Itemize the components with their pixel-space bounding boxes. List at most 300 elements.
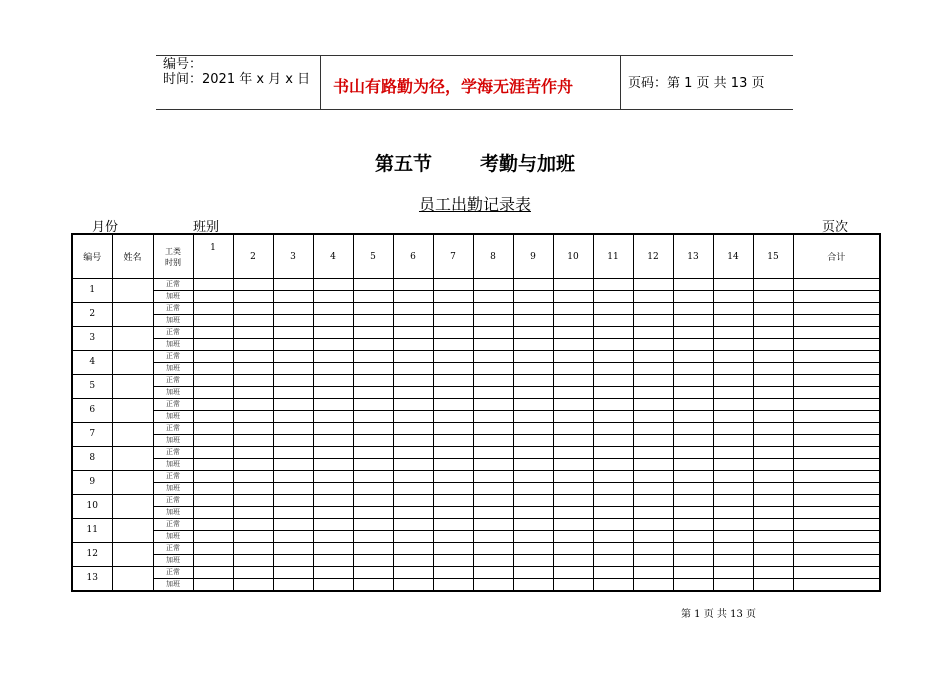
day-cell[interactable]	[233, 543, 273, 555]
day-cell[interactable]	[313, 447, 353, 459]
day-cell[interactable]	[393, 447, 433, 459]
day-cell[interactable]	[193, 579, 233, 592]
day-cell[interactable]	[433, 411, 473, 423]
day-cell[interactable]	[513, 483, 553, 495]
day-cell[interactable]	[353, 555, 393, 567]
day-cell[interactable]	[393, 579, 433, 592]
day-cell[interactable]	[473, 447, 513, 459]
day-cell[interactable]	[433, 447, 473, 459]
day-cell[interactable]	[193, 303, 233, 315]
day-cell[interactable]	[553, 531, 593, 543]
day-cell[interactable]	[753, 531, 793, 543]
day-cell[interactable]	[273, 411, 313, 423]
day-cell[interactable]	[193, 315, 233, 327]
day-cell[interactable]	[433, 351, 473, 363]
day-cell[interactable]	[553, 363, 593, 375]
day-cell[interactable]	[193, 387, 233, 399]
day-cell[interactable]	[593, 495, 633, 507]
day-cell[interactable]	[633, 327, 673, 339]
total-cell[interactable]	[793, 567, 880, 579]
day-cell[interactable]	[393, 483, 433, 495]
day-cell[interactable]	[753, 423, 793, 435]
day-cell[interactable]	[193, 435, 233, 447]
day-cell[interactable]	[713, 351, 753, 363]
day-cell[interactable]	[193, 279, 233, 291]
day-cell[interactable]	[753, 507, 793, 519]
day-cell[interactable]	[193, 399, 233, 411]
day-cell[interactable]	[593, 507, 633, 519]
day-cell[interactable]	[633, 279, 673, 291]
total-cell[interactable]	[793, 531, 880, 543]
day-cell[interactable]	[353, 399, 393, 411]
employee-name-cell[interactable]	[112, 279, 153, 303]
day-cell[interactable]	[673, 447, 713, 459]
day-cell[interactable]	[593, 471, 633, 483]
day-cell[interactable]	[513, 459, 553, 471]
day-cell[interactable]	[633, 435, 673, 447]
day-cell[interactable]	[313, 483, 353, 495]
day-cell[interactable]	[713, 483, 753, 495]
day-cell[interactable]	[513, 339, 553, 351]
day-cell[interactable]	[633, 471, 673, 483]
day-cell[interactable]	[593, 543, 633, 555]
day-cell[interactable]	[353, 351, 393, 363]
total-cell[interactable]	[793, 375, 880, 387]
day-cell[interactable]	[713, 387, 753, 399]
day-cell[interactable]	[633, 447, 673, 459]
day-cell[interactable]	[313, 303, 353, 315]
day-cell[interactable]	[233, 435, 273, 447]
day-cell[interactable]	[633, 375, 673, 387]
day-cell[interactable]	[633, 507, 673, 519]
total-cell[interactable]	[793, 411, 880, 423]
day-cell[interactable]	[593, 459, 633, 471]
day-cell[interactable]	[753, 339, 793, 351]
day-cell[interactable]	[433, 327, 473, 339]
day-cell[interactable]	[513, 579, 553, 592]
day-cell[interactable]	[673, 483, 713, 495]
day-cell[interactable]	[193, 375, 233, 387]
day-cell[interactable]	[353, 447, 393, 459]
day-cell[interactable]	[233, 315, 273, 327]
day-cell[interactable]	[233, 375, 273, 387]
day-cell[interactable]	[393, 399, 433, 411]
day-cell[interactable]	[473, 543, 513, 555]
day-cell[interactable]	[353, 483, 393, 495]
day-cell[interactable]	[233, 411, 273, 423]
day-cell[interactable]	[513, 315, 553, 327]
total-cell[interactable]	[793, 387, 880, 399]
day-cell[interactable]	[393, 435, 433, 447]
day-cell[interactable]	[713, 555, 753, 567]
day-cell[interactable]	[713, 363, 753, 375]
day-cell[interactable]	[593, 303, 633, 315]
day-cell[interactable]	[713, 435, 753, 447]
day-cell[interactable]	[473, 567, 513, 579]
day-cell[interactable]	[393, 375, 433, 387]
day-cell[interactable]	[273, 423, 313, 435]
day-cell[interactable]	[553, 555, 593, 567]
day-cell[interactable]	[753, 459, 793, 471]
day-cell[interactable]	[393, 555, 433, 567]
day-cell[interactable]	[633, 411, 673, 423]
day-cell[interactable]	[393, 411, 433, 423]
day-cell[interactable]	[313, 411, 353, 423]
day-cell[interactable]	[593, 387, 633, 399]
day-cell[interactable]	[193, 483, 233, 495]
day-cell[interactable]	[433, 459, 473, 471]
day-cell[interactable]	[473, 579, 513, 592]
day-cell[interactable]	[593, 327, 633, 339]
day-cell[interactable]	[233, 447, 273, 459]
day-cell[interactable]	[713, 291, 753, 303]
day-cell[interactable]	[553, 567, 593, 579]
day-cell[interactable]	[593, 423, 633, 435]
day-cell[interactable]	[313, 363, 353, 375]
day-cell[interactable]	[193, 519, 233, 531]
day-cell[interactable]	[553, 303, 593, 315]
day-cell[interactable]	[713, 279, 753, 291]
day-cell[interactable]	[433, 495, 473, 507]
day-cell[interactable]	[753, 375, 793, 387]
day-cell[interactable]	[433, 363, 473, 375]
day-cell[interactable]	[553, 315, 593, 327]
day-cell[interactable]	[633, 315, 673, 327]
day-cell[interactable]	[633, 579, 673, 592]
day-cell[interactable]	[233, 471, 273, 483]
day-cell[interactable]	[513, 519, 553, 531]
day-cell[interactable]	[273, 507, 313, 519]
day-cell[interactable]	[353, 435, 393, 447]
total-cell[interactable]	[793, 279, 880, 291]
day-cell[interactable]	[673, 363, 713, 375]
total-cell[interactable]	[793, 507, 880, 519]
day-cell[interactable]	[393, 519, 433, 531]
day-cell[interactable]	[713, 543, 753, 555]
total-cell[interactable]	[793, 423, 880, 435]
day-cell[interactable]	[633, 543, 673, 555]
day-cell[interactable]	[713, 579, 753, 592]
day-cell[interactable]	[593, 483, 633, 495]
day-cell[interactable]	[553, 519, 593, 531]
day-cell[interactable]	[713, 507, 753, 519]
day-cell[interactable]	[753, 303, 793, 315]
day-cell[interactable]	[233, 519, 273, 531]
day-cell[interactable]	[273, 567, 313, 579]
day-cell[interactable]	[393, 351, 433, 363]
day-cell[interactable]	[233, 507, 273, 519]
day-cell[interactable]	[193, 471, 233, 483]
day-cell[interactable]	[433, 507, 473, 519]
day-cell[interactable]	[193, 363, 233, 375]
day-cell[interactable]	[313, 435, 353, 447]
day-cell[interactable]	[593, 447, 633, 459]
day-cell[interactable]	[753, 291, 793, 303]
day-cell[interactable]	[593, 339, 633, 351]
day-cell[interactable]	[273, 579, 313, 592]
day-cell[interactable]	[353, 375, 393, 387]
total-cell[interactable]	[793, 363, 880, 375]
day-cell[interactable]	[193, 555, 233, 567]
day-cell[interactable]	[673, 279, 713, 291]
day-cell[interactable]	[713, 399, 753, 411]
day-cell[interactable]	[633, 291, 673, 303]
day-cell[interactable]	[193, 459, 233, 471]
day-cell[interactable]	[393, 543, 433, 555]
day-cell[interactable]	[313, 519, 353, 531]
day-cell[interactable]	[393, 459, 433, 471]
day-cell[interactable]	[553, 483, 593, 495]
day-cell[interactable]	[553, 579, 593, 592]
day-cell[interactable]	[353, 411, 393, 423]
day-cell[interactable]	[553, 435, 593, 447]
employee-name-cell[interactable]	[112, 471, 153, 495]
day-cell[interactable]	[593, 435, 633, 447]
day-cell[interactable]	[473, 315, 513, 327]
day-cell[interactable]	[633, 567, 673, 579]
day-cell[interactable]	[433, 483, 473, 495]
day-cell[interactable]	[233, 579, 273, 592]
day-cell[interactable]	[673, 567, 713, 579]
day-cell[interactable]	[233, 399, 273, 411]
employee-name-cell[interactable]	[112, 447, 153, 471]
total-cell[interactable]	[793, 579, 880, 592]
day-cell[interactable]	[553, 351, 593, 363]
day-cell[interactable]	[393, 567, 433, 579]
day-cell[interactable]	[673, 531, 713, 543]
day-cell[interactable]	[273, 387, 313, 399]
day-cell[interactable]	[313, 567, 353, 579]
day-cell[interactable]	[393, 279, 433, 291]
day-cell[interactable]	[513, 471, 553, 483]
day-cell[interactable]	[313, 387, 353, 399]
day-cell[interactable]	[633, 519, 673, 531]
day-cell[interactable]	[233, 327, 273, 339]
day-cell[interactable]	[353, 579, 393, 592]
employee-name-cell[interactable]	[112, 399, 153, 423]
day-cell[interactable]	[273, 483, 313, 495]
day-cell[interactable]	[513, 363, 553, 375]
day-cell[interactable]	[313, 531, 353, 543]
day-cell[interactable]	[633, 531, 673, 543]
day-cell[interactable]	[393, 327, 433, 339]
day-cell[interactable]	[473, 423, 513, 435]
day-cell[interactable]	[513, 423, 553, 435]
day-cell[interactable]	[313, 399, 353, 411]
day-cell[interactable]	[473, 471, 513, 483]
day-cell[interactable]	[233, 531, 273, 543]
day-cell[interactable]	[353, 387, 393, 399]
day-cell[interactable]	[553, 375, 593, 387]
day-cell[interactable]	[393, 531, 433, 543]
day-cell[interactable]	[673, 327, 713, 339]
day-cell[interactable]	[193, 411, 233, 423]
total-cell[interactable]	[793, 483, 880, 495]
day-cell[interactable]	[313, 579, 353, 592]
day-cell[interactable]	[673, 543, 713, 555]
day-cell[interactable]	[433, 531, 473, 543]
day-cell[interactable]	[393, 495, 433, 507]
day-cell[interactable]	[313, 555, 353, 567]
total-cell[interactable]	[793, 399, 880, 411]
day-cell[interactable]	[473, 459, 513, 471]
day-cell[interactable]	[673, 423, 713, 435]
day-cell[interactable]	[273, 279, 313, 291]
day-cell[interactable]	[593, 399, 633, 411]
day-cell[interactable]	[193, 291, 233, 303]
day-cell[interactable]	[273, 399, 313, 411]
day-cell[interactable]	[473, 435, 513, 447]
day-cell[interactable]	[753, 351, 793, 363]
day-cell[interactable]	[553, 459, 593, 471]
day-cell[interactable]	[753, 543, 793, 555]
day-cell[interactable]	[273, 435, 313, 447]
day-cell[interactable]	[753, 399, 793, 411]
day-cell[interactable]	[273, 339, 313, 351]
day-cell[interactable]	[393, 423, 433, 435]
day-cell[interactable]	[193, 495, 233, 507]
employee-name-cell[interactable]	[112, 495, 153, 519]
day-cell[interactable]	[473, 531, 513, 543]
day-cell[interactable]	[673, 459, 713, 471]
day-cell[interactable]	[593, 279, 633, 291]
day-cell[interactable]	[553, 495, 593, 507]
day-cell[interactable]	[193, 447, 233, 459]
day-cell[interactable]	[713, 459, 753, 471]
day-cell[interactable]	[593, 291, 633, 303]
day-cell[interactable]	[433, 543, 473, 555]
day-cell[interactable]	[353, 543, 393, 555]
employee-name-cell[interactable]	[112, 567, 153, 592]
total-cell[interactable]	[793, 339, 880, 351]
day-cell[interactable]	[473, 483, 513, 495]
day-cell[interactable]	[553, 411, 593, 423]
day-cell[interactable]	[273, 543, 313, 555]
day-cell[interactable]	[593, 567, 633, 579]
day-cell[interactable]	[673, 495, 713, 507]
day-cell[interactable]	[513, 279, 553, 291]
day-cell[interactable]	[713, 495, 753, 507]
day-cell[interactable]	[473, 375, 513, 387]
day-cell[interactable]	[593, 519, 633, 531]
day-cell[interactable]	[713, 519, 753, 531]
day-cell[interactable]	[513, 399, 553, 411]
day-cell[interactable]	[473, 363, 513, 375]
day-cell[interactable]	[713, 303, 753, 315]
day-cell[interactable]	[233, 279, 273, 291]
day-cell[interactable]	[193, 423, 233, 435]
day-cell[interactable]	[553, 543, 593, 555]
total-cell[interactable]	[793, 447, 880, 459]
day-cell[interactable]	[633, 423, 673, 435]
day-cell[interactable]	[753, 567, 793, 579]
day-cell[interactable]	[513, 495, 553, 507]
day-cell[interactable]	[633, 303, 673, 315]
day-cell[interactable]	[273, 351, 313, 363]
day-cell[interactable]	[233, 339, 273, 351]
day-cell[interactable]	[673, 291, 713, 303]
day-cell[interactable]	[473, 519, 513, 531]
day-cell[interactable]	[353, 363, 393, 375]
day-cell[interactable]	[713, 339, 753, 351]
day-cell[interactable]	[713, 327, 753, 339]
day-cell[interactable]	[553, 399, 593, 411]
day-cell[interactable]	[633, 483, 673, 495]
day-cell[interactable]	[473, 399, 513, 411]
day-cell[interactable]	[313, 339, 353, 351]
day-cell[interactable]	[713, 315, 753, 327]
day-cell[interactable]	[553, 423, 593, 435]
day-cell[interactable]	[433, 471, 473, 483]
day-cell[interactable]	[313, 327, 353, 339]
day-cell[interactable]	[273, 303, 313, 315]
day-cell[interactable]	[673, 339, 713, 351]
day-cell[interactable]	[753, 387, 793, 399]
day-cell[interactable]	[513, 507, 553, 519]
day-cell[interactable]	[633, 351, 673, 363]
day-cell[interactable]	[513, 303, 553, 315]
total-cell[interactable]	[793, 471, 880, 483]
day-cell[interactable]	[273, 471, 313, 483]
total-cell[interactable]	[793, 543, 880, 555]
day-cell[interactable]	[553, 291, 593, 303]
employee-name-cell[interactable]	[112, 351, 153, 375]
day-cell[interactable]	[633, 399, 673, 411]
day-cell[interactable]	[273, 519, 313, 531]
day-cell[interactable]	[553, 327, 593, 339]
day-cell[interactable]	[753, 555, 793, 567]
day-cell[interactable]	[433, 387, 473, 399]
day-cell[interactable]	[673, 315, 713, 327]
day-cell[interactable]	[313, 507, 353, 519]
day-cell[interactable]	[513, 567, 553, 579]
day-cell[interactable]	[233, 495, 273, 507]
total-cell[interactable]	[793, 315, 880, 327]
day-cell[interactable]	[753, 435, 793, 447]
day-cell[interactable]	[313, 375, 353, 387]
day-cell[interactable]	[513, 447, 553, 459]
day-cell[interactable]	[233, 567, 273, 579]
day-cell[interactable]	[193, 351, 233, 363]
day-cell[interactable]	[553, 339, 593, 351]
day-cell[interactable]	[673, 507, 713, 519]
day-cell[interactable]	[633, 459, 673, 471]
day-cell[interactable]	[473, 351, 513, 363]
day-cell[interactable]	[433, 579, 473, 592]
day-cell[interactable]	[233, 387, 273, 399]
day-cell[interactable]	[553, 279, 593, 291]
day-cell[interactable]	[753, 471, 793, 483]
day-cell[interactable]	[713, 375, 753, 387]
day-cell[interactable]	[313, 423, 353, 435]
day-cell[interactable]	[393, 339, 433, 351]
day-cell[interactable]	[753, 495, 793, 507]
day-cell[interactable]	[353, 279, 393, 291]
day-cell[interactable]	[633, 363, 673, 375]
day-cell[interactable]	[633, 495, 673, 507]
day-cell[interactable]	[353, 471, 393, 483]
day-cell[interactable]	[233, 303, 273, 315]
day-cell[interactable]	[353, 291, 393, 303]
employee-name-cell[interactable]	[112, 303, 153, 327]
day-cell[interactable]	[673, 375, 713, 387]
day-cell[interactable]	[753, 579, 793, 592]
day-cell[interactable]	[633, 555, 673, 567]
day-cell[interactable]	[353, 339, 393, 351]
day-cell[interactable]	[753, 279, 793, 291]
day-cell[interactable]	[673, 555, 713, 567]
day-cell[interactable]	[753, 411, 793, 423]
